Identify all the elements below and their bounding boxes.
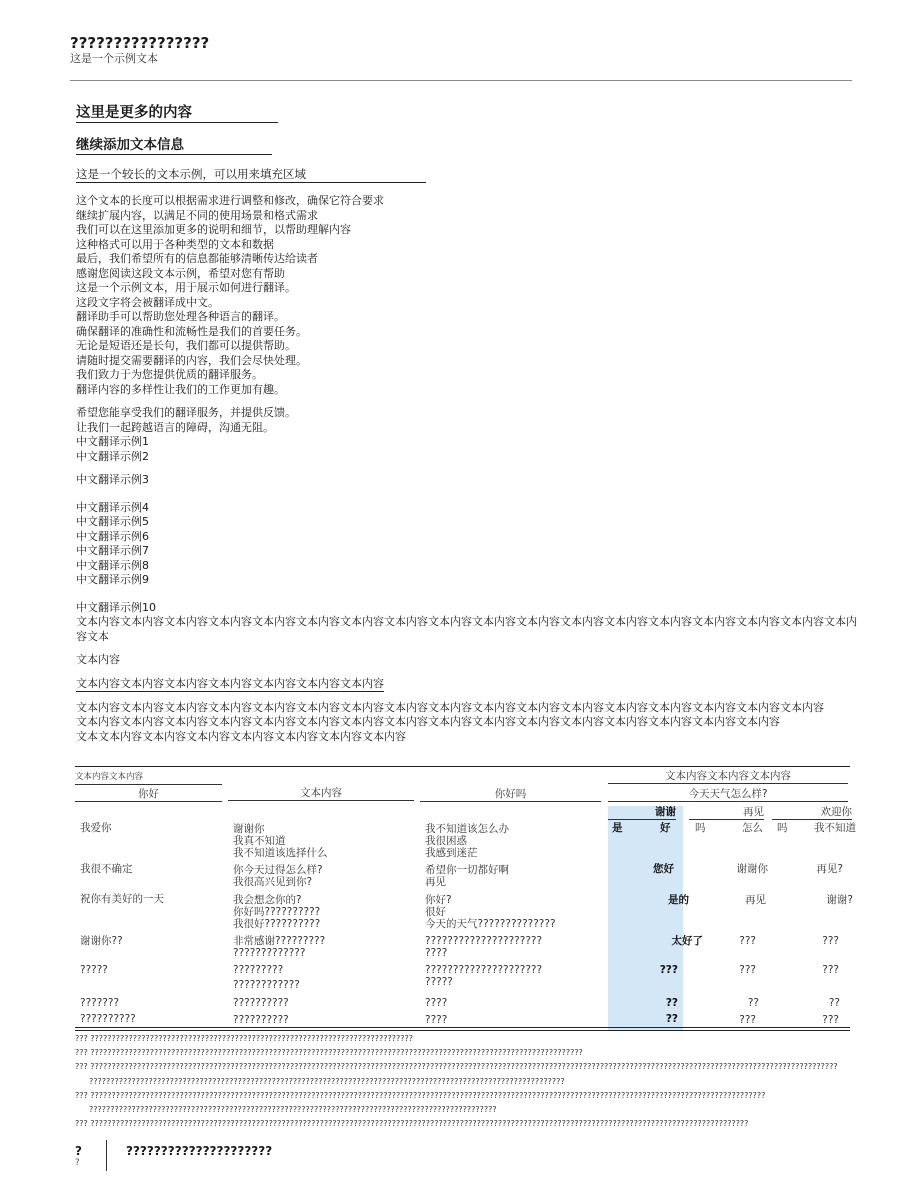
row3-col3-c: 今天的天气?????????????? — [425, 918, 556, 930]
text-line: 翻译助手可以帮助您处理各种语言的翻译。 — [76, 310, 285, 323]
text-block — [76, 701, 866, 745]
text-line: 翻译内容的多样性让我们的工作更加有趣。 — [76, 382, 285, 396]
text-line: 这种格式可以用于各种类型的文本和数据 — [76, 237, 274, 251]
text-line: 中文翻译示例1 — [76, 435, 149, 448]
row1-col2-a: 谢谢你 — [233, 823, 265, 835]
subheader-welcome: 欢迎你 — [772, 806, 852, 820]
row3-col2-b: 你好吗?????????? — [233, 906, 321, 918]
row6-sub3: ?? — [828, 997, 840, 1009]
row4-col2-b: ????????????? — [233, 947, 306, 959]
subheader-bye: 再见 — [689, 806, 764, 820]
header-title: ???????????????? — [70, 34, 210, 52]
text-line: 确保翻译的准确性和流畅性是我们的首要任务。 — [76, 324, 307, 338]
row2-sub2: 谢谢你 — [736, 863, 768, 875]
row1-col2-b: 我真不知道 — [233, 835, 286, 847]
column-header-3: 你好吗 — [420, 788, 601, 802]
row1-sub6: 我不知道 — [814, 822, 856, 834]
heading-primary: 这里是更多的内容 — [76, 104, 278, 123]
text-line: 无论是短语还是长句，我们都可以提供帮助。 — [76, 339, 296, 352]
text-line: 中文翻译示例9 — [76, 573, 149, 586]
text-line: 继续扩展内容，以满足不同的使用场景和格式需求 — [76, 208, 318, 222]
paragraph-2 — [76, 406, 866, 464]
page-header — [70, 34, 852, 66]
text-line: 这段文字将会被翻译成中文。 — [76, 295, 219, 309]
footnote: ???????????????????????????????????????????????????????????????????????????????????????????????? — [89, 1105, 497, 1115]
row1-col2-c: 我不知道该选择什么 — [233, 847, 328, 859]
row7-sub3: ??? — [822, 1014, 839, 1026]
body-content — [76, 104, 866, 744]
row1-sub4: 怎么 — [742, 822, 763, 834]
row2-col2-b: 我很高兴见到你? — [233, 876, 313, 888]
row1-sub2: 好 — [660, 822, 671, 834]
table-bottom-rule-double — [75, 1030, 850, 1031]
text-line: 我们致力于为您提供优质的翻译服务。 — [76, 368, 263, 381]
row5-sub3: ??? — [822, 964, 839, 976]
text-line: 中文翻译示例5 — [76, 515, 149, 528]
row5-highlight: ??? — [659, 964, 678, 976]
column-header-1: 你好 — [75, 788, 222, 802]
row1-col1: 我爱你 — [80, 822, 112, 834]
text-line: 这是一个示例文本，用于展示如何进行翻译。 — [76, 281, 296, 294]
footer-divider — [106, 1140, 107, 1171]
underlined-text: 文本内容文本内容文本内容文本内容文本内容文本内容文本内容 — [76, 676, 384, 690]
row6-sub2: ?? — [747, 997, 759, 1009]
column-header-2: 文本内容 — [228, 787, 414, 801]
footnote: ???????????????????????????????????????????????????????????????????????????????????????????????????????????????? — [89, 1076, 565, 1086]
paragraph-3 — [76, 501, 866, 588]
row1-sub5: 吗 — [777, 822, 788, 834]
row2-col3-b: 再见 — [425, 876, 446, 888]
row7-highlight: ?? — [665, 1013, 678, 1025]
row1-col3-a: 我不知道该怎么办 — [425, 823, 509, 835]
text-line: 中文翻译示例8 — [76, 558, 149, 572]
text-line: 感谢您阅读这段文本示例，希望对您有帮助 — [76, 266, 285, 280]
text-line: 文本内容文本内容文本内容文本内容文本内容文本内容文本内容文本内容文本内容文本内容文本内容文本内容文本内容文本内容文本内容文本内容文本内容 — [76, 700, 824, 714]
row6-highlight: ?? — [665, 997, 678, 1009]
row2-col3-a: 希望你一切都好啊 — [425, 864, 509, 876]
text-line: 希望您能享受我们的翻译服务，并提供反馈。 — [76, 406, 296, 419]
row1-col3-b: 我很困惑 — [425, 835, 467, 847]
subheader-thanks: 谢谢 — [608, 806, 676, 820]
page-number: ? — [75, 1144, 82, 1158]
text-line: 文本内容文本内容文本内容文本内容文本内容文本内容文本内容文本内容文本内容文本内容文本内容文本内容文本内容文本内容文本内容文本内容 — [76, 715, 780, 728]
row1-sub1: 是 — [612, 822, 623, 834]
row3-col2-a: 我会想念你的? — [233, 894, 302, 906]
table-bottom-rule — [75, 1027, 850, 1028]
row3-col3-b: 很好 — [425, 906, 446, 918]
row2-sub3: 再见? — [816, 863, 843, 875]
table-top-rule — [75, 766, 850, 767]
group-header-left: 文本内容文本内容 — [75, 771, 222, 785]
heading-tertiary: 这是一个较长的文本示例，可以用来填充区域 — [76, 167, 426, 183]
example-10: 中文翻译示例10 — [76, 600, 156, 614]
row2-highlight: 您好 — [653, 863, 674, 875]
heading-secondary: 继续添加文本信息 — [76, 137, 272, 155]
row2-col1: 我很不确定 — [80, 863, 133, 875]
text-line: 这个文本的长度可以根据需求进行调整和修改，确保它符合要求 — [76, 194, 384, 207]
footnote: ??? ??????????????????????????????????????????????????????????????????????????????????????????????????????????????????????????????????????????????????????????????? — [75, 1090, 766, 1100]
text-line: 文本文本内容文本内容文本内容文本内容文本内容文本内容文本内容 — [76, 729, 406, 743]
footnote: ??? ??????????????????????????????????????????????????????????????????????????????????????????????????????????????????????????????????????????????????????????? — [75, 1119, 749, 1129]
row1-col3-c: 我感到迷茫 — [425, 847, 478, 859]
row6-col3: ???? — [425, 997, 448, 1009]
row7-col2: ?????????? — [233, 1014, 289, 1026]
row3-sub2: 再见 — [745, 894, 766, 906]
row3-highlight: 是的 — [668, 894, 689, 906]
header-divider — [70, 80, 852, 81]
row1-sub3: 吗 — [695, 822, 706, 834]
row3-col3-a: 你好? — [425, 894, 452, 906]
text-line: 中文翻译示例2 — [76, 449, 149, 463]
page-footer — [75, 1140, 775, 1172]
row4-sub2: ??? — [739, 935, 756, 947]
row5-col2-b: ???????????? — [233, 979, 300, 991]
short-text: 文本内容 — [76, 653, 120, 666]
row6-col1: ??????? — [80, 997, 120, 1009]
footer-title: ????????????????????? — [126, 1144, 273, 1158]
table-footnotes — [75, 1032, 865, 1131]
row5-sub2: ??? — [739, 964, 756, 976]
paragraph-1 — [76, 194, 866, 397]
row4-highlight: 太好了 — [671, 935, 703, 947]
text-line: 让我们一起跨越语言的障碍，沟通无阻。 — [76, 420, 274, 434]
group-header-right: 文本内容文本内容文本内容 — [608, 770, 848, 784]
footnote: ??? ???????????????????????????????????????????????????????????????????????????????????????????????????????????????????????????????????????????????????????????????????????????????? — [75, 1062, 838, 1072]
text-line: 中文翻译示例4 — [76, 500, 149, 514]
footnote: ??? ???????????????????????????????????????????????????????????????????????????? — [75, 1034, 413, 1043]
row4-col3-b: ???? — [425, 947, 448, 959]
page-number-sub: ? — [75, 1158, 80, 1168]
footnote: ??? ???????????????????????????????????????????????????????????????????????????????????????????????????????????????????? — [75, 1048, 583, 1058]
example-3: 中文翻译示例3 — [76, 473, 149, 486]
row5-col3-a: ????????????????????? — [425, 964, 543, 976]
long-text: 文本内容文本内容文本内容文本内容文本内容文本内容文本内容文本内容文本内容文本内容文本内容文本内容文本内容文本内容文本内容文本内容文本内容文本内容文本 — [76, 615, 857, 643]
text-line: 中文翻译示例6 — [76, 529, 149, 543]
row4-col2-a: 非常感谢????????? — [233, 935, 326, 947]
row4-col3-a: ????????????????????? — [425, 935, 543, 947]
text-line: 最后，我们希望所有的信息都能够清晰传达给读者 — [76, 252, 318, 265]
row5-col2-a: ????????? — [233, 964, 284, 976]
row7-sub2: ??? — [739, 1014, 756, 1026]
row7-col3: ???? — [425, 1014, 448, 1026]
text-line: 请随时提交需要翻译的内容，我们会尽快处理。 — [76, 353, 307, 367]
row3-col2-c: 我很好?????????? — [233, 918, 321, 930]
row5-col1: ????? — [80, 964, 108, 976]
row3-col1: 祝你有美好的一天 — [80, 893, 164, 905]
row5-col3-b: ????? — [425, 976, 453, 988]
text-line: 我们可以在这里添加更多的说明和细节，以帮助理解内容 — [76, 223, 351, 236]
row6-col2: ?????????? — [233, 997, 289, 1009]
text-line: 中文翻译示例7 — [76, 544, 149, 557]
row4-col1: 谢谢你?? — [80, 935, 123, 947]
column-group-header: 今天天气怎么样? — [608, 788, 848, 802]
header-subtitle: 这是一个示例文本 — [70, 52, 158, 65]
row2-col2-a: 你今天过得怎么样? — [233, 864, 323, 876]
row7-col1: ?????????? — [80, 1013, 136, 1025]
row3-sub3: 谢谢? — [826, 894, 853, 906]
row4-sub3: ??? — [822, 935, 839, 947]
